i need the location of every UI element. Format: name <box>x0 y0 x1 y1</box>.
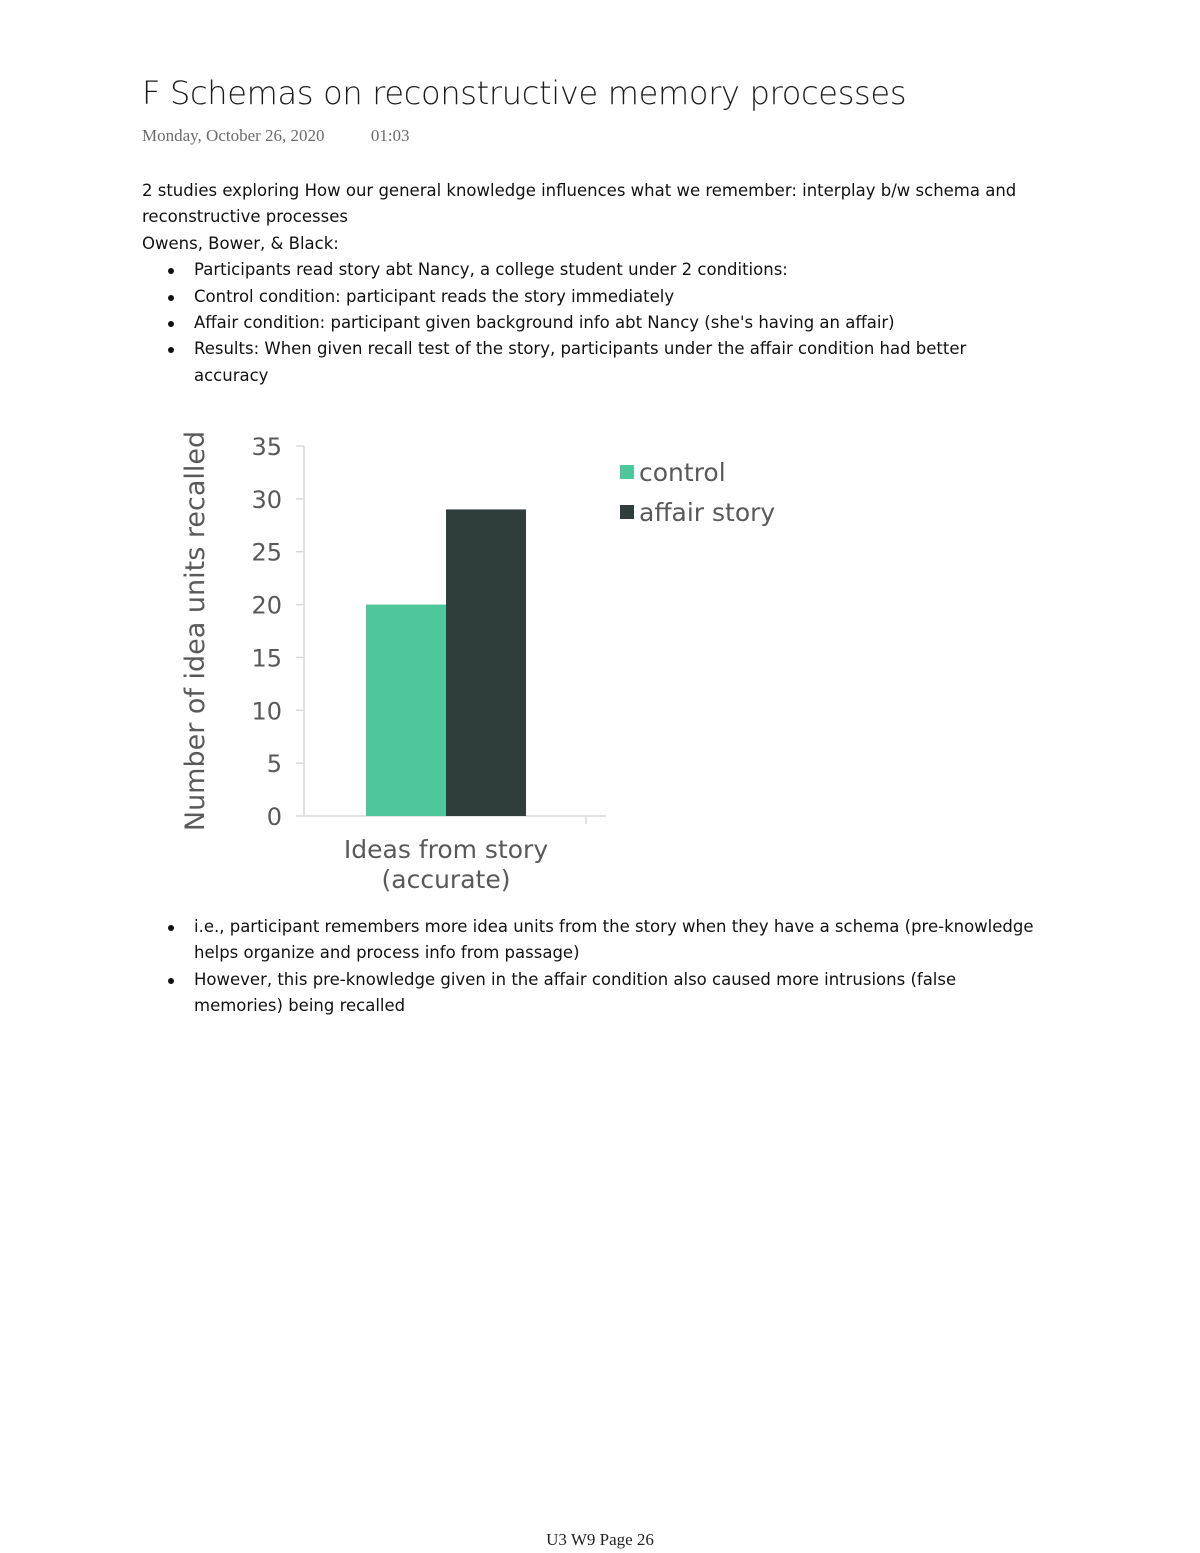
page-meta <box>142 126 410 146</box>
list-item: Participants read story abt Nancy, a college student under 2 conditions: <box>142 257 1042 283</box>
bullet-list-study <box>142 257 1042 389</box>
y-tick-label: 0 <box>266 803 282 831</box>
y-tick-label: 5 <box>266 750 282 779</box>
x-category-label: Ideas from story <box>343 835 549 864</box>
y-tick-label: 30 <box>251 485 282 514</box>
intro-paragraph: 2 studies exploring How our general knowledge influences what we remember: interplay b/w schema and reconstructive processes <box>142 181 1017 227</box>
y-tick-label: 25 <box>251 538 282 567</box>
y-tick-label: 10 <box>251 697 282 726</box>
y-tick-label: 15 <box>251 644 282 673</box>
y-axis-label: Number of idea units recalled <box>180 430 211 832</box>
y-tick-label: 20 <box>251 591 282 620</box>
list-item: However, this pre-knowledge given in the affair condition also caused more intrusions (false memories) being recalled <box>142 967 1042 1020</box>
x-category-label: (accurate) <box>381 865 511 894</box>
bullet-list-interpretation <box>142 914 1042 1020</box>
notes-body-continued <box>142 914 1042 1020</box>
bar-chart-svg <box>170 412 810 902</box>
list-item: Control condition: participant reads the story immediately <box>142 284 1042 310</box>
notes-body <box>142 178 1042 389</box>
page-date: Monday, October 26, 2020 <box>142 126 325 145</box>
legend-swatch <box>620 465 634 479</box>
list-item: Results: When given recall test of the story, participants under the affair condition had better accuracy <box>142 336 1042 389</box>
legend-label: control <box>639 458 726 487</box>
page-time: 01:03 <box>370 126 410 145</box>
page-title: F Schemas on reconstructive memory processes <box>142 74 907 112</box>
study-heading: Owens, Bower, & Black: <box>142 233 339 253</box>
recall-chart <box>170 412 810 902</box>
legend-swatch <box>620 505 634 519</box>
legend-label: affair story <box>639 498 776 527</box>
page-footer: U3 W9 Page 26 <box>546 1530 654 1549</box>
bar-affair-story <box>446 509 526 816</box>
list-item: i.e., participant remembers more idea units from the story when they have a schema (pre-knowledge helps organize and process info from passage) <box>142 914 1042 967</box>
list-item: Affair condition: participant given background info abt Nancy (she's having an affair) <box>142 310 1042 336</box>
y-tick-label: 35 <box>251 433 282 461</box>
bar-control <box>366 605 446 816</box>
